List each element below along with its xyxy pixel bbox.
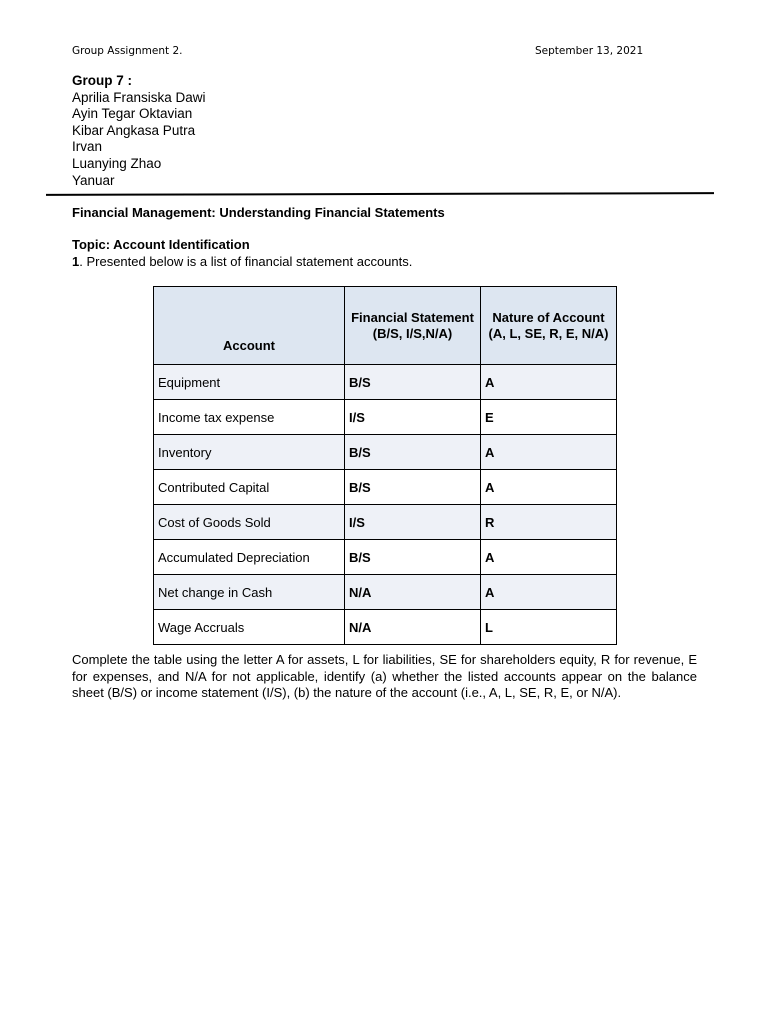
group-member: Ayin Tegar Oktavian (72, 106, 193, 122)
account-cell: Net change in Cash (154, 575, 345, 610)
topic-heading: Topic: Account Identification (72, 237, 250, 252)
account-cell: Equipment (154, 365, 345, 400)
group-members-block (72, 73, 206, 189)
account-cell: Income tax expense (154, 400, 345, 435)
nature-cell: L (481, 610, 617, 645)
financial-statement-cell: I/S (345, 400, 481, 435)
financial-statement-cell: I/S (345, 505, 481, 540)
column-header-nature: Nature of Account (A, L, SE, R, E, N/A) (481, 287, 617, 365)
nature-cell: R (481, 505, 617, 540)
header-date: September 13, 2021 (535, 45, 644, 57)
table-row (154, 540, 617, 575)
table-row (154, 505, 617, 540)
nature-cell: A (481, 470, 617, 505)
group-member: Aprilia Fransiska Dawi (72, 89, 206, 105)
financial-statement-cell: B/S (345, 365, 481, 400)
financial-statement-cell: B/S (345, 540, 481, 575)
question-1 (72, 254, 412, 269)
table-row (154, 470, 617, 505)
financial-statement-cell: B/S (345, 470, 481, 505)
account-cell: Cost of Goods Sold (154, 505, 345, 540)
group-member: Irvan (72, 139, 103, 155)
table-row (154, 365, 617, 400)
financial-statement-cell: N/A (345, 610, 481, 645)
header-assignment-label: Group Assignment 2. (72, 45, 183, 57)
nature-cell: A (481, 540, 617, 575)
group-member: Yanuar (72, 172, 115, 188)
nature-cell: A (481, 365, 617, 400)
table-row (154, 400, 617, 435)
table-row (154, 435, 617, 470)
table-row (154, 575, 617, 610)
instructions-paragraph: Complete the table using the letter A for assets, L for liabilities, SE for shareholders equity, R for revenue, E for expenses, and N/A for not applicable, identify (a) whether the listed accounts appear on the balance sheet (B/S) or income statement (I/S), (b) the nature of the account (i.e., A, L, SE, R, E, or N/A). (72, 652, 697, 700)
nature-cell: E (481, 400, 617, 435)
account-cell: Wage Accruals (154, 610, 345, 645)
column-header-account: Account (154, 287, 345, 365)
nature-cell: A (481, 435, 617, 470)
question-number: 1 (72, 254, 80, 269)
table-header-row (154, 287, 617, 365)
question-text: . Presented below is a list of financial statement accounts. (79, 254, 413, 269)
accounts-table (153, 286, 617, 645)
account-cell: Inventory (154, 435, 345, 470)
nature-cell: A (481, 575, 617, 610)
financial-statement-cell: B/S (345, 435, 481, 470)
group-member: Kibar Angkasa Putra (72, 122, 196, 138)
group-title: Group 7 : (72, 73, 132, 88)
table-row (154, 610, 617, 645)
header-divider (46, 192, 714, 196)
account-cell: Accumulated Depreciation (154, 540, 345, 575)
account-cell: Contributed Capital (154, 470, 345, 505)
financial-statement-cell: N/A (345, 575, 481, 610)
column-header-financial-statement: Financial Statement (B/S, I/S,N/A) (345, 287, 481, 365)
course-title: Financial Management: Understanding Financial Statements (72, 205, 445, 220)
group-member: Luanying Zhao (72, 155, 162, 171)
